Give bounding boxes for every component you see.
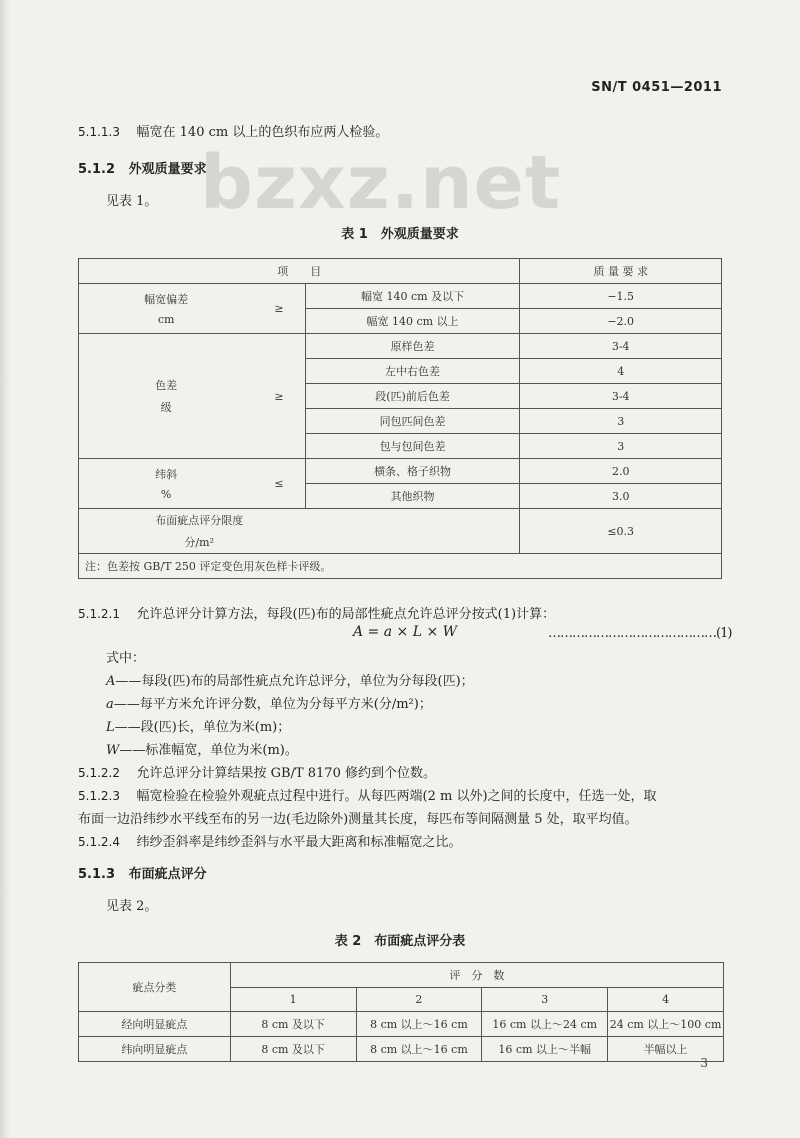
where-item: W——标准幅宽，单位为米(m)。: [106, 743, 298, 758]
clause-text: 允许总评分计算结果按 GB/T 8170 修约到个位数。: [136, 766, 436, 781]
color-diff-item: 包与包间色差: [305, 434, 520, 459]
skew-label: 纬斜 %: [79, 459, 254, 509]
formula-1: A = a × L × W: [353, 624, 458, 640]
clause-number: 5.1.2.3: [78, 789, 120, 803]
color-diff-item: 左中右色差: [305, 359, 520, 384]
clause-number: 5.1.1.3: [78, 125, 120, 139]
color-diff-value: 3: [520, 434, 722, 459]
table-row: [79, 284, 722, 309]
color-diff-value: 4: [520, 359, 722, 384]
clause-number: 5.1.2.4: [78, 835, 120, 849]
table-row: [79, 1037, 724, 1062]
section-number: 5.1.2: [78, 162, 116, 177]
clause-number: 5.1.2.1: [78, 607, 120, 621]
table-row: [79, 509, 722, 554]
defect-limit-value: ≤0.3: [520, 509, 722, 554]
color-diff-value: 3-4: [520, 384, 722, 409]
table1: [78, 258, 722, 579]
header-category: 疵点分类: [79, 963, 231, 1012]
table-cell: 8 cm 及以下: [230, 1037, 356, 1062]
skew-value: 2.0: [520, 459, 722, 484]
table-cell: 半幅以上: [608, 1037, 724, 1062]
skew-sign: ≤: [253, 459, 305, 509]
width-dev-item: 幅宽 140 cm 及以下: [305, 284, 520, 309]
clause-text: 幅宽在 140 cm 以上的色织布应两人检验。: [136, 125, 389, 140]
color-diff-item: 同包匹间色差: [305, 409, 520, 434]
table-cell: 8 cm 以上～16 cm: [356, 1037, 482, 1062]
table1-note: 注：色差按 GB/T 250 评定变色用灰色样卡评级。: [79, 554, 722, 579]
table-row: [79, 1012, 724, 1037]
section-title: 外观质量要求: [128, 162, 207, 177]
page-number: 3: [700, 1056, 708, 1070]
color-diff-label: 色差 级: [79, 334, 254, 459]
table-cell: 16 cm 以上～半幅: [482, 1037, 608, 1062]
clause-5122: [78, 762, 436, 781]
clause-text: 幅宽检验在检验外观疵点过程中进行。从每匹两端(2 m 以外)之间的长度中，任选一处，取: [136, 789, 657, 804]
skew-item: 横条、格子织物: [305, 459, 520, 484]
header-item: 项 目: [79, 259, 520, 284]
score-3: 3: [482, 988, 608, 1012]
defect-category: 纬向明显疵点: [79, 1037, 231, 1062]
width-dev-label: 幅宽偏差 cm: [79, 284, 254, 334]
width-dev-item: 幅宽 140 cm 以上: [305, 309, 520, 334]
width-dev-value: −1.5: [520, 284, 722, 309]
score-1: 1: [230, 988, 356, 1012]
section-number: 5.1.3: [78, 867, 116, 882]
defect-limit-label: 布面疵点评分限度 分/m²: [79, 509, 520, 554]
clause-5113: [78, 121, 388, 140]
formula-number: ……………………………………(1): [548, 626, 732, 641]
color-diff-item: 原样色差: [305, 334, 520, 359]
document-code: SN/T 0451—2011: [591, 80, 722, 95]
width-dev-value: −2.0: [520, 309, 722, 334]
section-513-heading: [78, 863, 207, 882]
table2-caption: 表 2 布面疵点评分表: [334, 934, 466, 949]
clause-5121: [78, 603, 555, 622]
table2-header-row: [79, 963, 724, 988]
skew-value: 3.0: [520, 484, 722, 509]
clause-5123-cont: 布面一边沿纬纱水平线至布的另一边(毛边除外)测量其长度，每匹布等间隔测量 5 处，取平均值。: [78, 812, 638, 827]
clause-5124: [78, 831, 462, 850]
width-dev-sign: ≥: [253, 284, 305, 334]
table-row: [79, 334, 722, 359]
color-diff-sign: ≥: [253, 334, 305, 459]
table-row: [79, 459, 722, 484]
color-diff-item: 段(匹)前后色差: [305, 384, 520, 409]
header-requirement: 质 量 要 求: [520, 259, 722, 284]
color-diff-value: 3-4: [520, 334, 722, 359]
table-cell: 16 cm 以上～24 cm: [482, 1012, 608, 1037]
score-4: 4: [608, 988, 724, 1012]
where-item: L——段(匹)长，单位为米(m)；: [106, 720, 291, 735]
where-label: 式中：: [106, 651, 146, 666]
skew-item: 其他织物: [305, 484, 520, 509]
section-title: 布面疵点评分: [128, 867, 207, 882]
see-table1: 见表 1。: [106, 194, 158, 209]
table-cell: 8 cm 及以下: [230, 1012, 356, 1037]
page-binding-shadow: [0, 0, 10, 1138]
defect-category: 经向明显疵点: [79, 1012, 231, 1037]
clause-text: 允许总评分计算方法，每段(匹)布的局部性疵点允许总评分按式(1)计算：: [136, 607, 556, 622]
score-2: 2: [356, 988, 482, 1012]
header-score: 评 分 数: [230, 963, 723, 988]
table-cell: 24 cm 以上～100 cm: [608, 1012, 724, 1037]
clause-text: 纬纱歪斜率是纬纱歪斜与水平最大距离和标准幅宽之比。: [136, 835, 462, 850]
see-table2: 见表 2。: [106, 899, 158, 914]
color-diff-value: 3: [520, 409, 722, 434]
table1-header-row: [79, 259, 722, 284]
table1-note-row: [79, 554, 722, 579]
clause-number: 5.1.2.2: [78, 766, 120, 780]
table1-caption: 表 1 外观质量要求: [341, 227, 459, 242]
clause-5123: [78, 785, 657, 804]
where-item: a——每平方米允许评分数，单位为分每平方米(分/m²)；: [106, 697, 432, 712]
table-cell: 8 cm 以上～16 cm: [356, 1012, 482, 1037]
where-item: A——每段(匹)布的局部性疵点允许总评分，单位为分每段(匹)；: [106, 674, 474, 689]
section-512-heading: [78, 158, 207, 177]
watermark: bzxz.net: [200, 140, 562, 226]
table2: [78, 962, 724, 1062]
